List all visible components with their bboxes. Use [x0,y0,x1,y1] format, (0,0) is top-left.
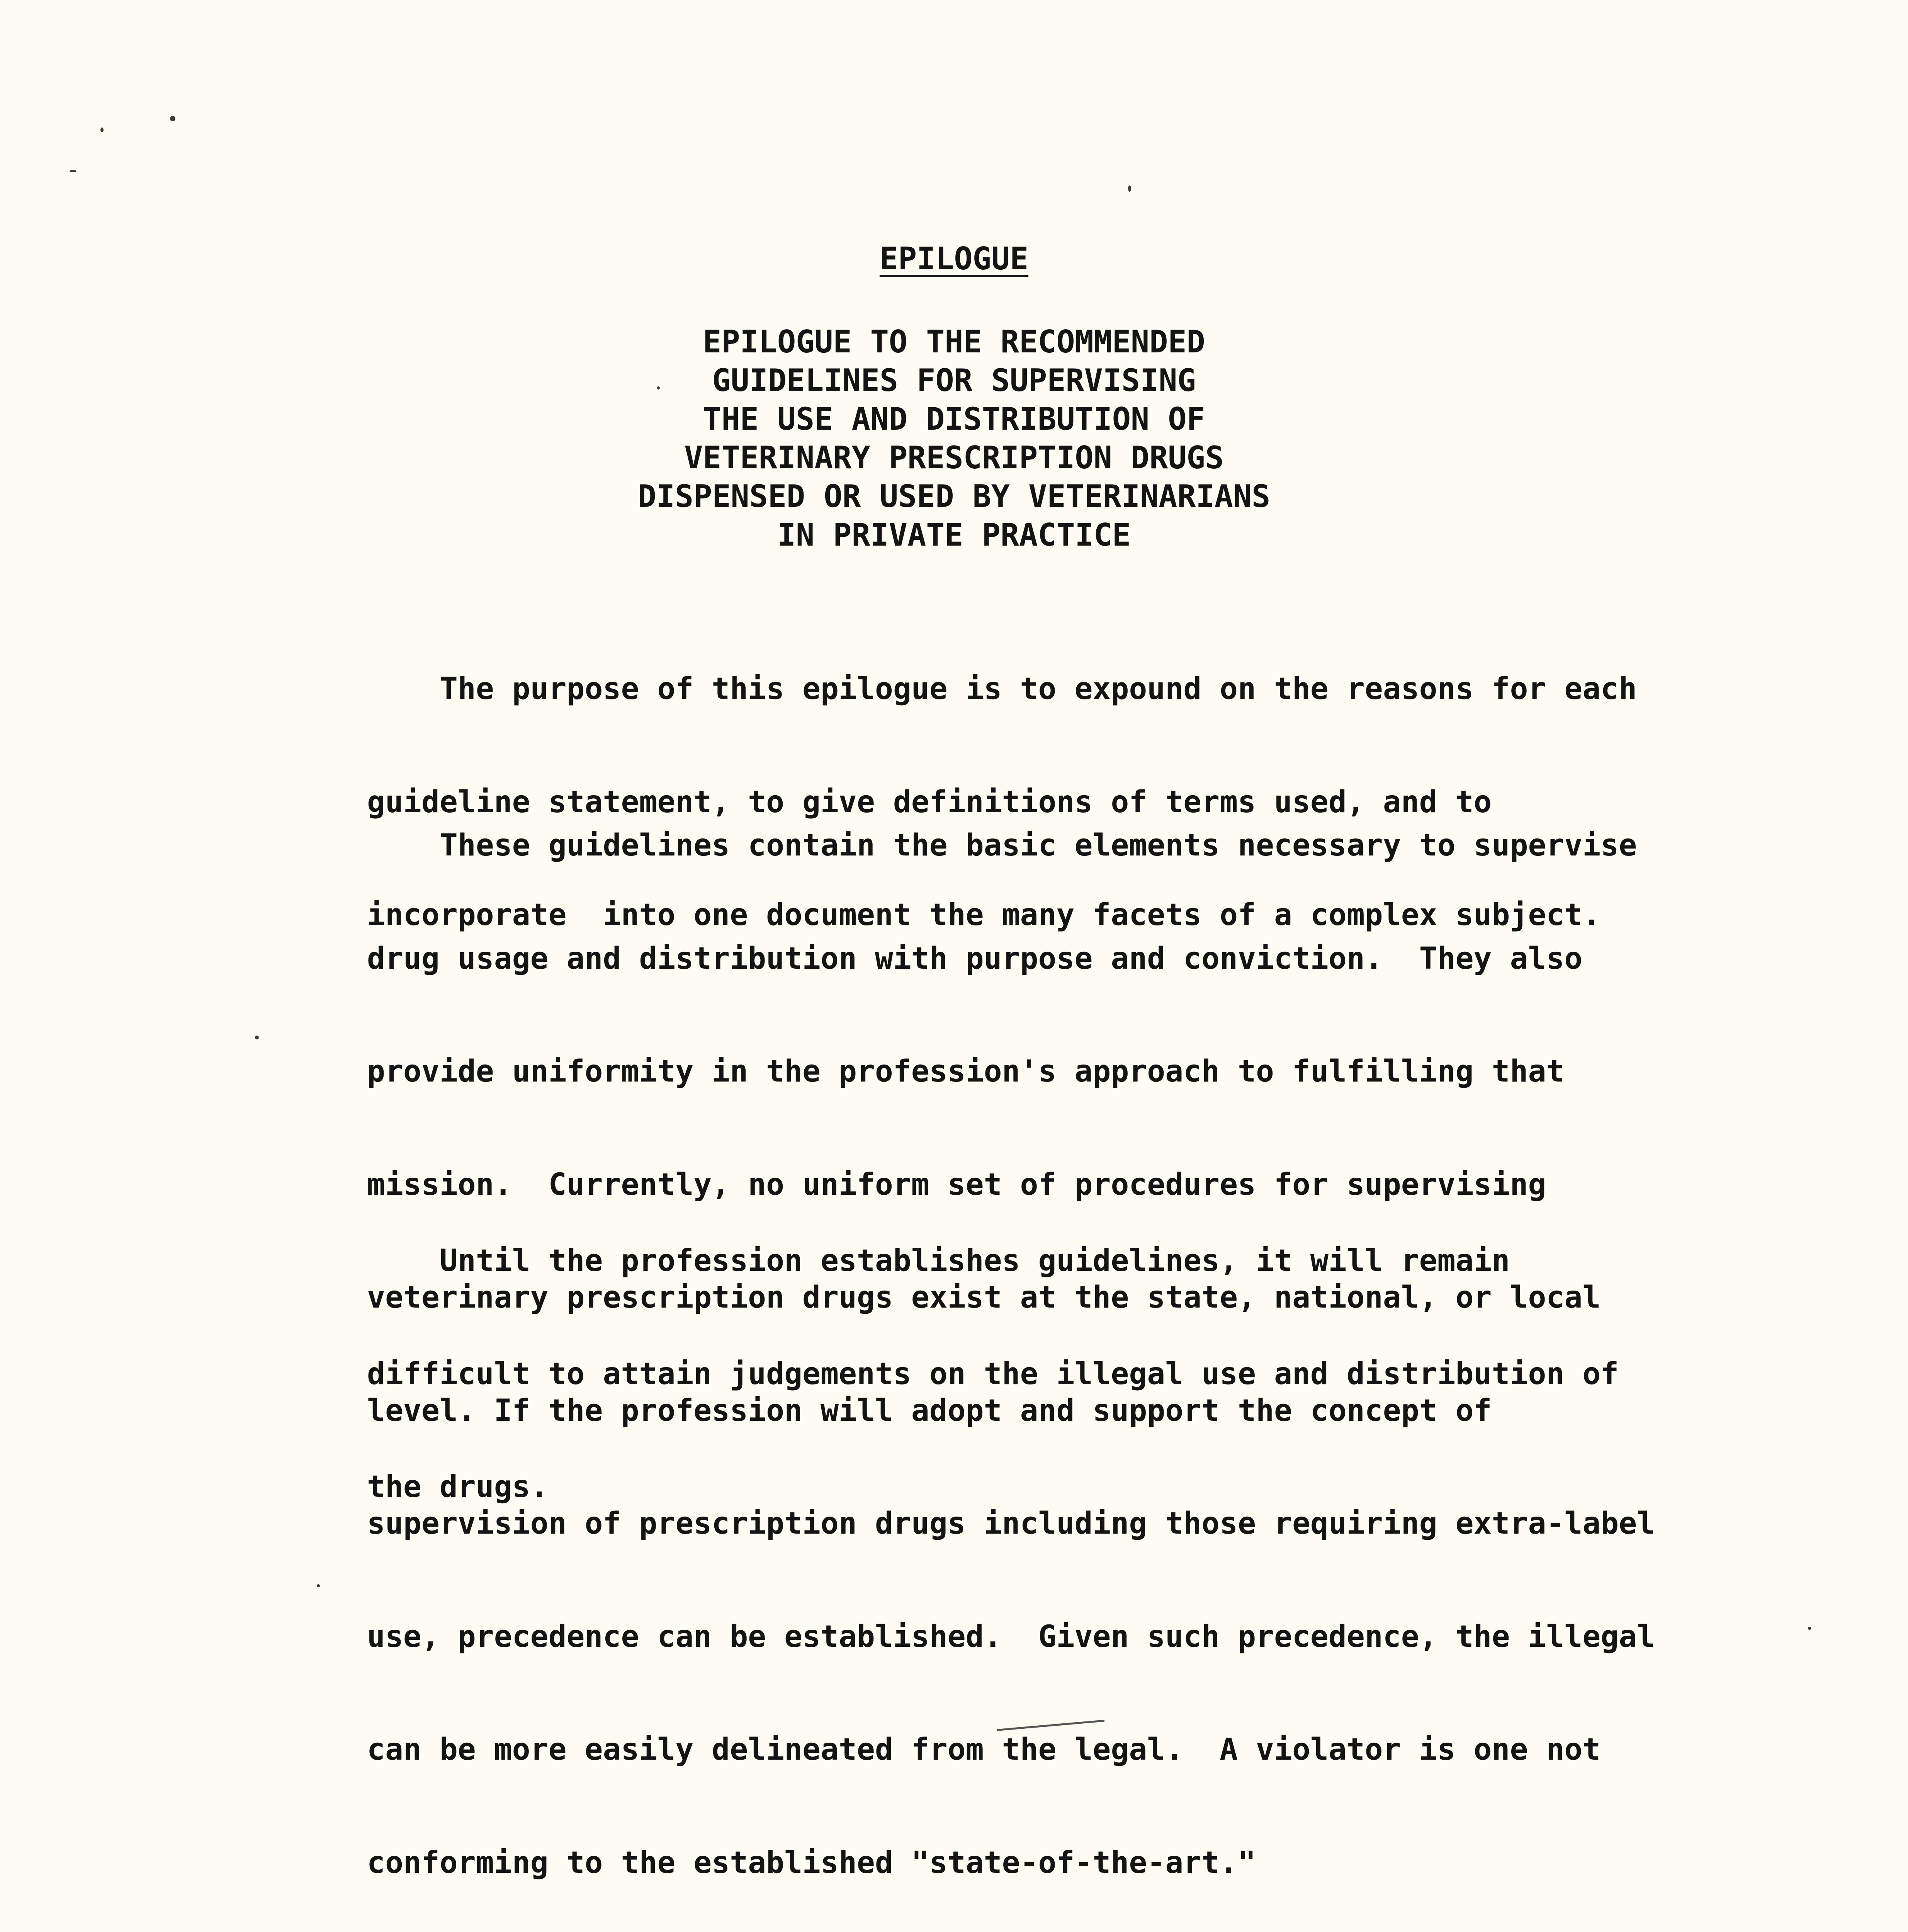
paragraph-line: incorporate into one document the many facets of a complex subject. [367,898,1601,932]
title-line: IN PRIVATE PRACTICE [777,517,1131,553]
title-line: THE USE AND DISTRIBUTION OF [703,401,1205,437]
scan-speck [70,170,76,172]
paragraph-line: drug usage and distribution with purpose and conviction. They also [367,941,1583,976]
paragraph-line: use, precedence can be established. Given such precedence, the illegal [367,1619,1655,1654]
scan-speck [317,1584,320,1587]
paragraph-line: the drugs. [367,1469,549,1504]
scan-speck [657,386,660,389]
title-line: EPILOGUE TO THE RECOMMENDED [703,324,1205,360]
paragraph-line: These guidelines contain the basic elements necessary to supervise [367,828,1637,863]
paragraph-line: can be more easily delineated from the legal. A violator is one not [367,1732,1601,1767]
title-line: VETERINARY PRESCRIPTION DRUGS [684,440,1224,476]
paragraph-line: level. If the profession will adopt and support the concept of [367,1393,1492,1428]
title-line: GUIDELINES FOR SUPERVISING [712,362,1196,398]
paragraph-line: veterinary prescription drugs exist at the state, national, or local [367,1280,1601,1315]
scan-speck [170,116,175,121]
paragraph-line: provide uniformity in the profession's approach to fulfilling that [367,1054,1565,1089]
page-heading: EPILOGUE [879,241,1029,277]
title-line: DISPENSED OR USED BY VETERINARIANS [637,478,1271,514]
paragraph-line: The purpose of this epilogue is to expound on the reasons for each [367,672,1637,706]
paragraph-line: mission. Currently, no uniform set of procedures for supervising [367,1167,1546,1202]
paragraph-line: difficult to attain judgements on the illegal use and distribution of [367,1356,1619,1391]
scan-speck [1808,1627,1811,1630]
scan-speck [100,128,104,132]
paragraph-line: guideline statement, to give definitions of terms used, and to [367,784,1492,820]
document-title [0,323,1908,554]
paragraph-line: conforming to the established "state-of-the-art." [367,1845,1256,1880]
paragraph-line: Until the profession establishes guidelines, it will remain [367,1243,1510,1278]
scan-speck [1128,185,1131,192]
scan-speck [255,1036,259,1039]
paragraph-line: supervision of prescription drugs including those requiring extra-label [367,1506,1655,1541]
paragraph-conclusion [367,1167,1735,1582]
